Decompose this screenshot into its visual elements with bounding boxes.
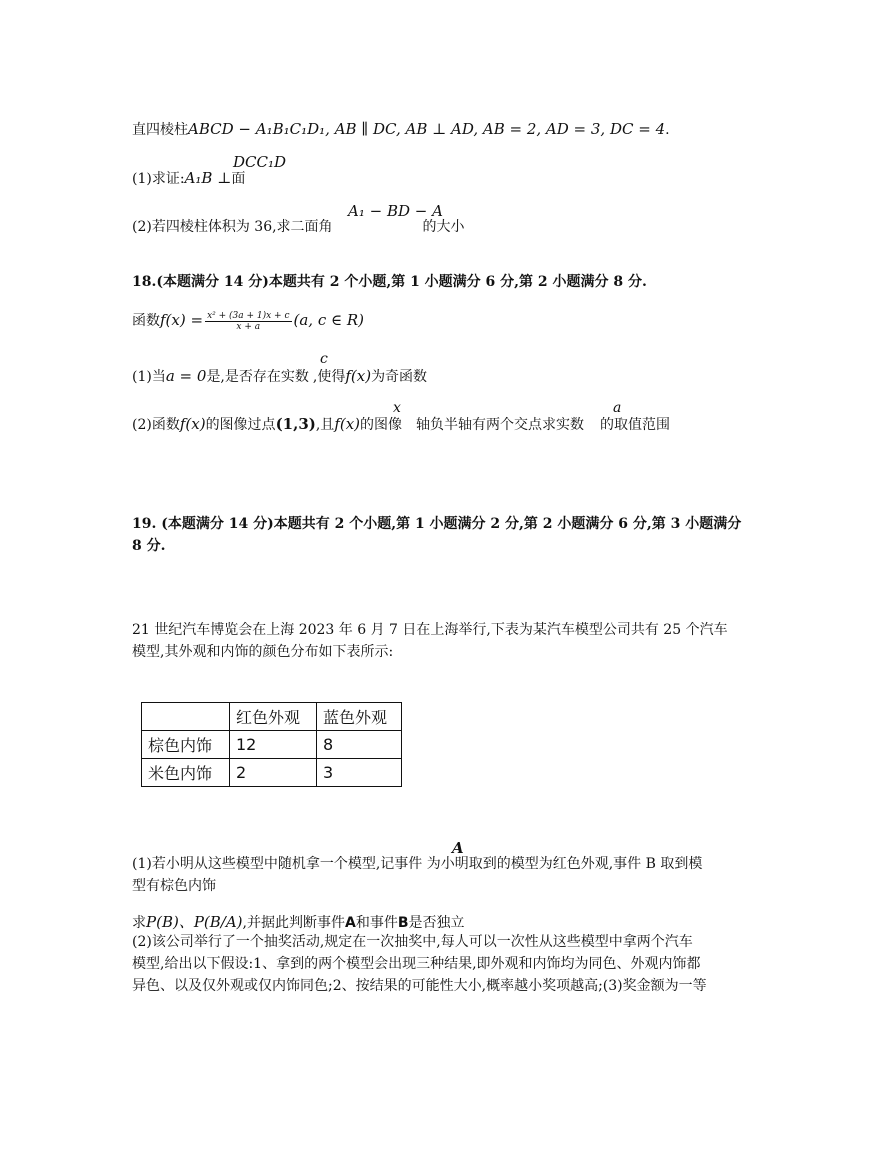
q18-part2-e: 轴负半轴有两个交点求实数 [416, 417, 585, 433]
q18-part2-math-f1: f(x) [179, 415, 206, 433]
q19-part1-line1: (1)若小明从这些模型中随机拿一个模型,记事件 为小明取到的模型为红色外观,事件 B 取到模 [132, 856, 703, 872]
q17-dihedral-angle: A₁ − BD − A [348, 202, 443, 220]
q19-ask [132, 912, 465, 933]
color-distribution-table [141, 702, 402, 787]
q17-part1-math: A₁B ⊥ [184, 169, 232, 187]
q17-intro-suffix: . [665, 122, 670, 138]
q18-part1-math-f: f(x) [345, 367, 372, 385]
table-row [142, 759, 402, 787]
table-corner-cell [142, 703, 230, 731]
table-cell: 2 [230, 759, 317, 787]
q18-func-denominator: x + a [236, 321, 261, 332]
q19-header-line1: 19. (本题满分 14 分)本题共有 2 个小题,第 1 小题满分 2 分,第 2 小题满分 6 分,第 3 小题满分 [132, 516, 742, 532]
q19-ask-prefix: 求 [132, 915, 146, 931]
q17-intro [132, 119, 670, 140]
q19-ask-event-A: A [344, 915, 356, 931]
q18-part1 [132, 366, 427, 387]
q19-part2-line3: 异色、以及仅外观或仅内饰同色;2、按结果的可能性大小,概率越小奖项越高;(3)奖金额为一等 [132, 978, 707, 994]
q17-intro-text: 直四棱柱 [132, 122, 188, 138]
q18-func-domain: (a, c ∈ R) [293, 311, 365, 329]
q18-func-numerator: x² + (3a + 1)x + c [207, 310, 290, 321]
q19-ask-b: 和事件 [355, 915, 398, 931]
table-cell: 8 [317, 731, 402, 759]
q18-var-x: x [393, 400, 401, 416]
table-row [142, 731, 402, 759]
q18-part2-d: 的图像 [360, 417, 403, 433]
table-cell: 3 [317, 759, 402, 787]
q18-part1-c: ,使得 [312, 369, 346, 385]
table-header-row [142, 703, 402, 731]
q17-part2-suffix: 的大小 [422, 219, 465, 235]
q19-intro-line1: 21 世纪汽车博览会在上海 2023 年 6 月 7 日在上海举行,下表为某汽车模型公司共有 25 个汽车 [132, 622, 728, 638]
q19-ask-c: 是否独立 [408, 915, 465, 931]
q17-part1-text: 面 [231, 171, 246, 187]
q17-plane-label: DCC₁D [233, 153, 287, 171]
q17-part2-prefix: (2)若四棱柱体积为 36,求二面角 [132, 219, 333, 235]
table-cell: 12 [230, 731, 317, 759]
q19-ask-a: ,并据此判断事件 [242, 915, 345, 931]
q19-var-A: A [452, 839, 464, 857]
q18-part1-d: 为奇函数 [371, 369, 428, 385]
q19-part2-line2: 模型,给出以下假设:1、拿到的两个模型会出现三种结果,即外观和内饰均为同色、外观内饰都 [132, 956, 701, 972]
q19-part2-line1: (2)该公司举行了一个抽奖活动,规定在一次抽奖中,每人可以一次性从这些模型中拿两个汽车 [132, 934, 693, 950]
q18-part2-a: (2)函数 [132, 417, 180, 433]
q18-part2-b: 的图像过点 [205, 417, 276, 433]
q17-intro-math: ABCD − A₁B₁C₁D₁, AB ∥ DC, AB ⊥ AD, AB = 2, AD = 3, DC = 4 [188, 120, 666, 138]
q17-part2 [132, 217, 465, 237]
q18-part1-b: 是,是否存在实数 [206, 369, 309, 385]
q17-part1 [132, 168, 245, 189]
q19-ask-event-B: B [397, 915, 409, 931]
q18-part2-point: (1,3) [275, 415, 316, 433]
table-row-label: 米色内饰 [142, 759, 230, 787]
q17-part1-prefix: (1)求证: [132, 171, 185, 187]
q18-function [132, 310, 364, 332]
q18-part2 [132, 414, 670, 435]
q18-part1-math-a: a = 0 [165, 367, 207, 385]
q18-func-prefix: 函数 [132, 313, 160, 329]
q18-header: 18.(本题满分 14 分)本题共有 2 个小题,第 1 小题满分 6 分,第 2 小题满分 8 分. [132, 274, 647, 290]
q19-ask-math: P(B)、P(B/A) [146, 913, 243, 931]
q18-var-c: c [320, 351, 328, 367]
q18-func-lhs: f(x) = [160, 311, 204, 329]
table-row-label: 棕色内饰 [142, 731, 230, 759]
q18-part2-math-f2: f(x) [334, 415, 361, 433]
q18-part1-a: (1)当 [132, 369, 166, 385]
table-header-blue-exterior: 蓝色外观 [317, 703, 402, 731]
table-header-red-exterior: 红色外观 [230, 703, 317, 731]
q18-part2-f: 的取值范围 [600, 417, 671, 433]
q19-header-line2: 8 分. [132, 538, 166, 554]
q19-part1-line2: 型有棕色内饰 [132, 878, 216, 894]
q19-intro-line2: 模型,其外观和内饰的颜色分布如下表所示: [132, 644, 394, 660]
q18-part2-c: ,且 [315, 417, 335, 433]
q18-var-a: a [613, 400, 622, 416]
q18-func-fraction [205, 311, 291, 332]
